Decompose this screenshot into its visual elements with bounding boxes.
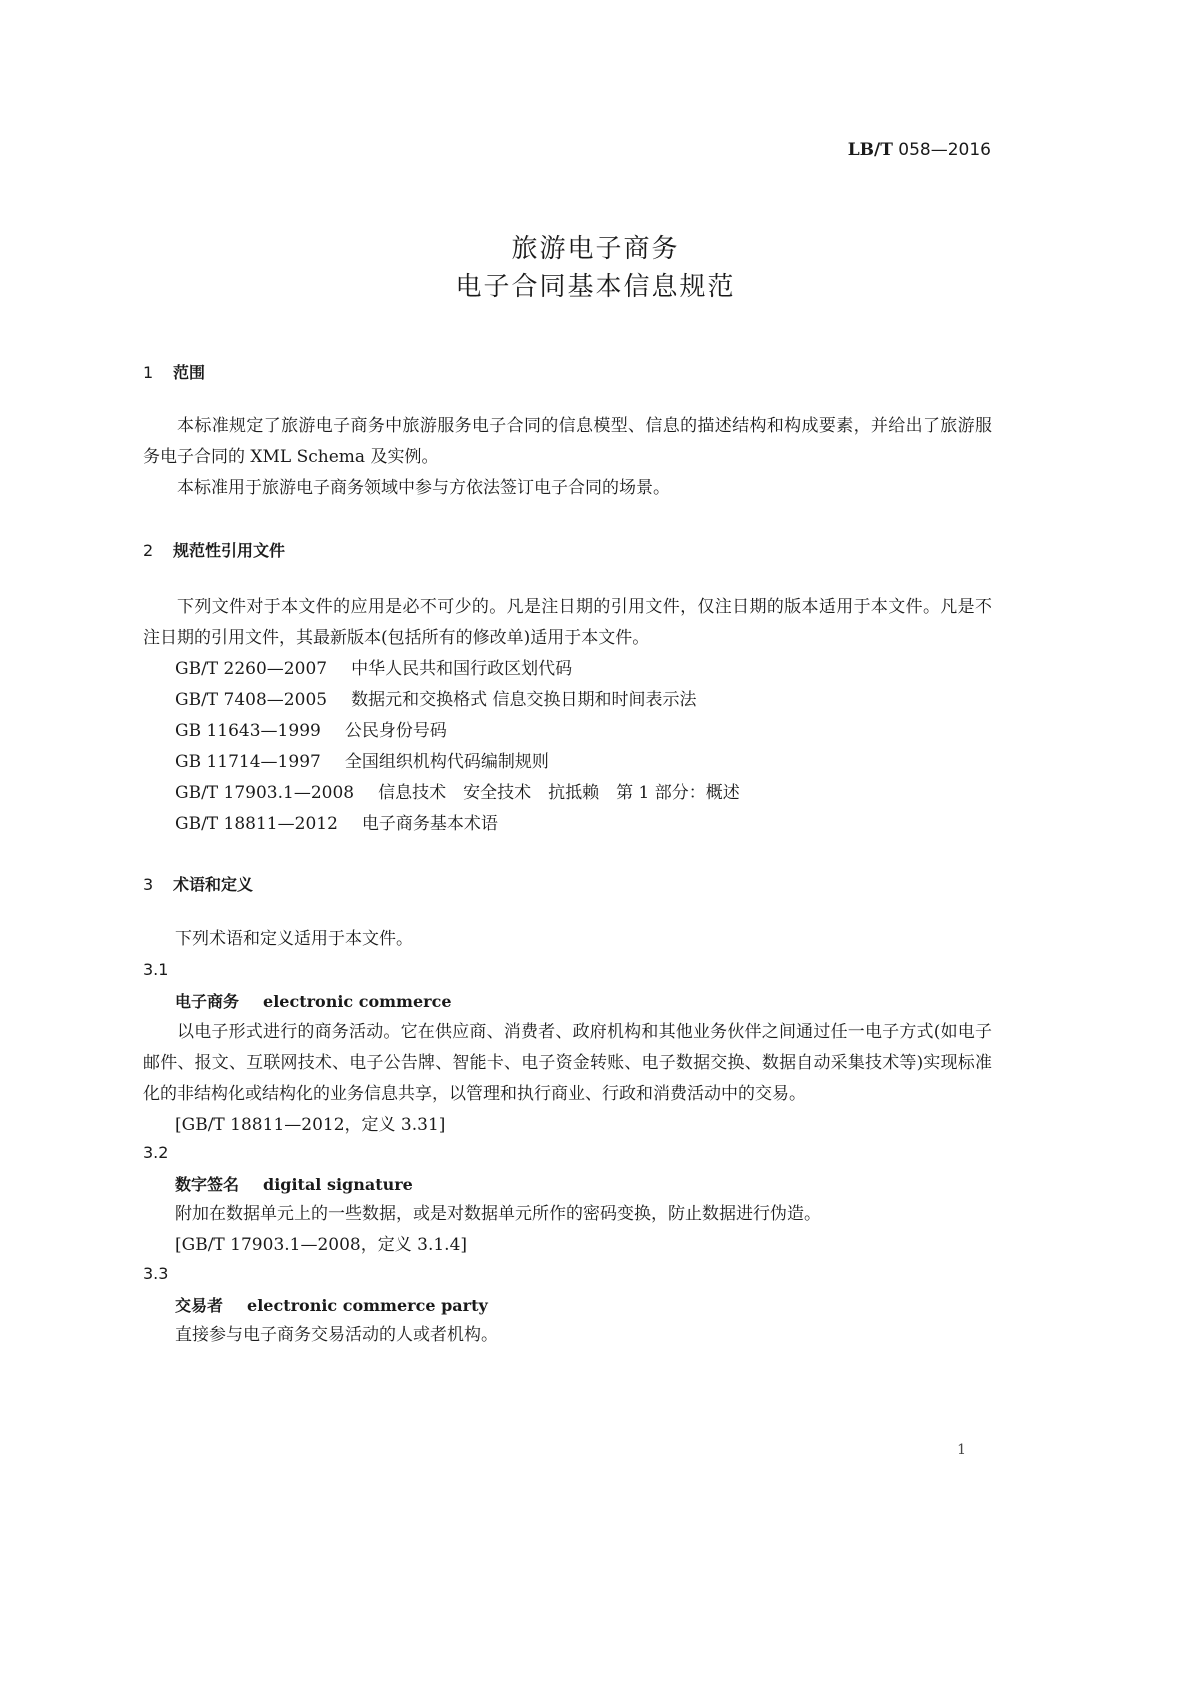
reference-code: GB 11643—1999 (175, 721, 321, 741)
term-heading (175, 989, 452, 1012)
term-source: [GB/T 17903.1—2008，定义 3.1.4] (175, 1235, 468, 1255)
term-number: 3.2 (143, 1143, 169, 1162)
reference-item (175, 716, 447, 747)
document-title-line-2: 电子合同基本信息规范 (455, 272, 736, 302)
reference-item (175, 778, 740, 809)
section-2-title: 规范性引用文件 (173, 541, 286, 560)
term-chinese: 电子商务 (175, 992, 240, 1011)
section-1-paragraph-2: 本标准用于旅游电子商务领域中参与方依法签订电子合同的场景。 (177, 478, 670, 498)
standard-number: 058—2016 (892, 140, 991, 160)
reference-title: 全国组织机构代码编制规则 (344, 752, 549, 772)
reference-title: 数据元和交换格式 信息交换日期和时间表示法 (351, 690, 697, 710)
section-1-paragraph-1: 本标准规定了旅游电子商务中旅游服务电子合同的信息模型、信息的描述结构和构成要素，并给出了旅游服务电子合同的 XML Schema 及实例。 (143, 416, 992, 467)
term-number: 3.1 (143, 960, 169, 979)
section-1-title: 范围 (173, 363, 206, 382)
reference-title: 中华人民共和国行政区划代码 (351, 659, 573, 679)
term-english: electronic commerce party (247, 1296, 488, 1315)
section-3-intro: 下列术语和定义适用于本文件。 (175, 929, 413, 949)
term-number: 3.3 (143, 1264, 169, 1283)
term-definition: 以电子形式进行的商务活动。它在供应商、消费者、政府机构和其他业务伙伴之间通过任一电子方式(如电子邮件、报文、互联网技术、电子公告牌、智能卡、电子资金转账、电子数据交换、数据自动采集技术等)实现标准化的非结构化或结构化的业务信息共享，以管理和执行商业、行政和消费活动中的交易。 (143, 1022, 992, 1104)
term-source: [GB/T 18811—2012，定义 3.31] (175, 1115, 446, 1135)
term-english: electronic commerce (263, 992, 452, 1011)
standard-prefix: LB/T (847, 140, 893, 160)
section-1-heading (143, 360, 205, 383)
reference-item (175, 809, 498, 840)
term-chinese: 交易者 (175, 1296, 224, 1315)
reference-item (175, 654, 572, 685)
term-chinese: 数字签名 (175, 1175, 240, 1194)
document-title-line-1: 旅游电子商务 (511, 234, 680, 264)
page-number: 1 (957, 1442, 966, 1458)
term-definition: 直接参与电子商务交易活动的人或者机构。 (175, 1325, 498, 1345)
reference-code: GB/T 18811—2012 (175, 814, 338, 834)
term-heading (175, 1293, 488, 1316)
reference-item (175, 685, 696, 716)
reference-code: GB/T 7408—2005 (175, 690, 328, 710)
reference-code: GB/T 2260—2007 (175, 659, 328, 679)
section-1-number: 1 (143, 363, 154, 382)
reference-code: GB 11714—1997 (175, 752, 321, 772)
section-2-paragraph: 下列文件对于本文件的应用是必不可少的。凡是注日期的引用文件，仅注日期的版本适用于本文件。凡是不注日期的引用文件，其最新版本(包括所有的修改单)适用于本文件。 (143, 597, 992, 648)
section-3-title: 术语和定义 (173, 875, 254, 894)
reference-item (175, 747, 549, 778)
standard-code (848, 140, 991, 160)
reference-title: 信息技术 安全技术 抗抵赖 第 1 部分：概述 (378, 783, 740, 803)
section-2-number: 2 (143, 541, 154, 560)
term-heading (175, 1172, 413, 1195)
reference-title: 电子商务基本术语 (361, 814, 498, 834)
reference-code: GB/T 17903.1—2008 (175, 783, 355, 803)
section-3-heading (143, 872, 253, 895)
term-definition: 附加在数据单元上的一些数据，或是对数据单元所作的密码变换，防止数据进行伪造。 (175, 1204, 821, 1224)
term-english: digital signature (263, 1175, 413, 1194)
section-3-number: 3 (143, 875, 154, 894)
section-2-heading (143, 538, 285, 561)
reference-title: 公民身份号码 (344, 721, 447, 741)
